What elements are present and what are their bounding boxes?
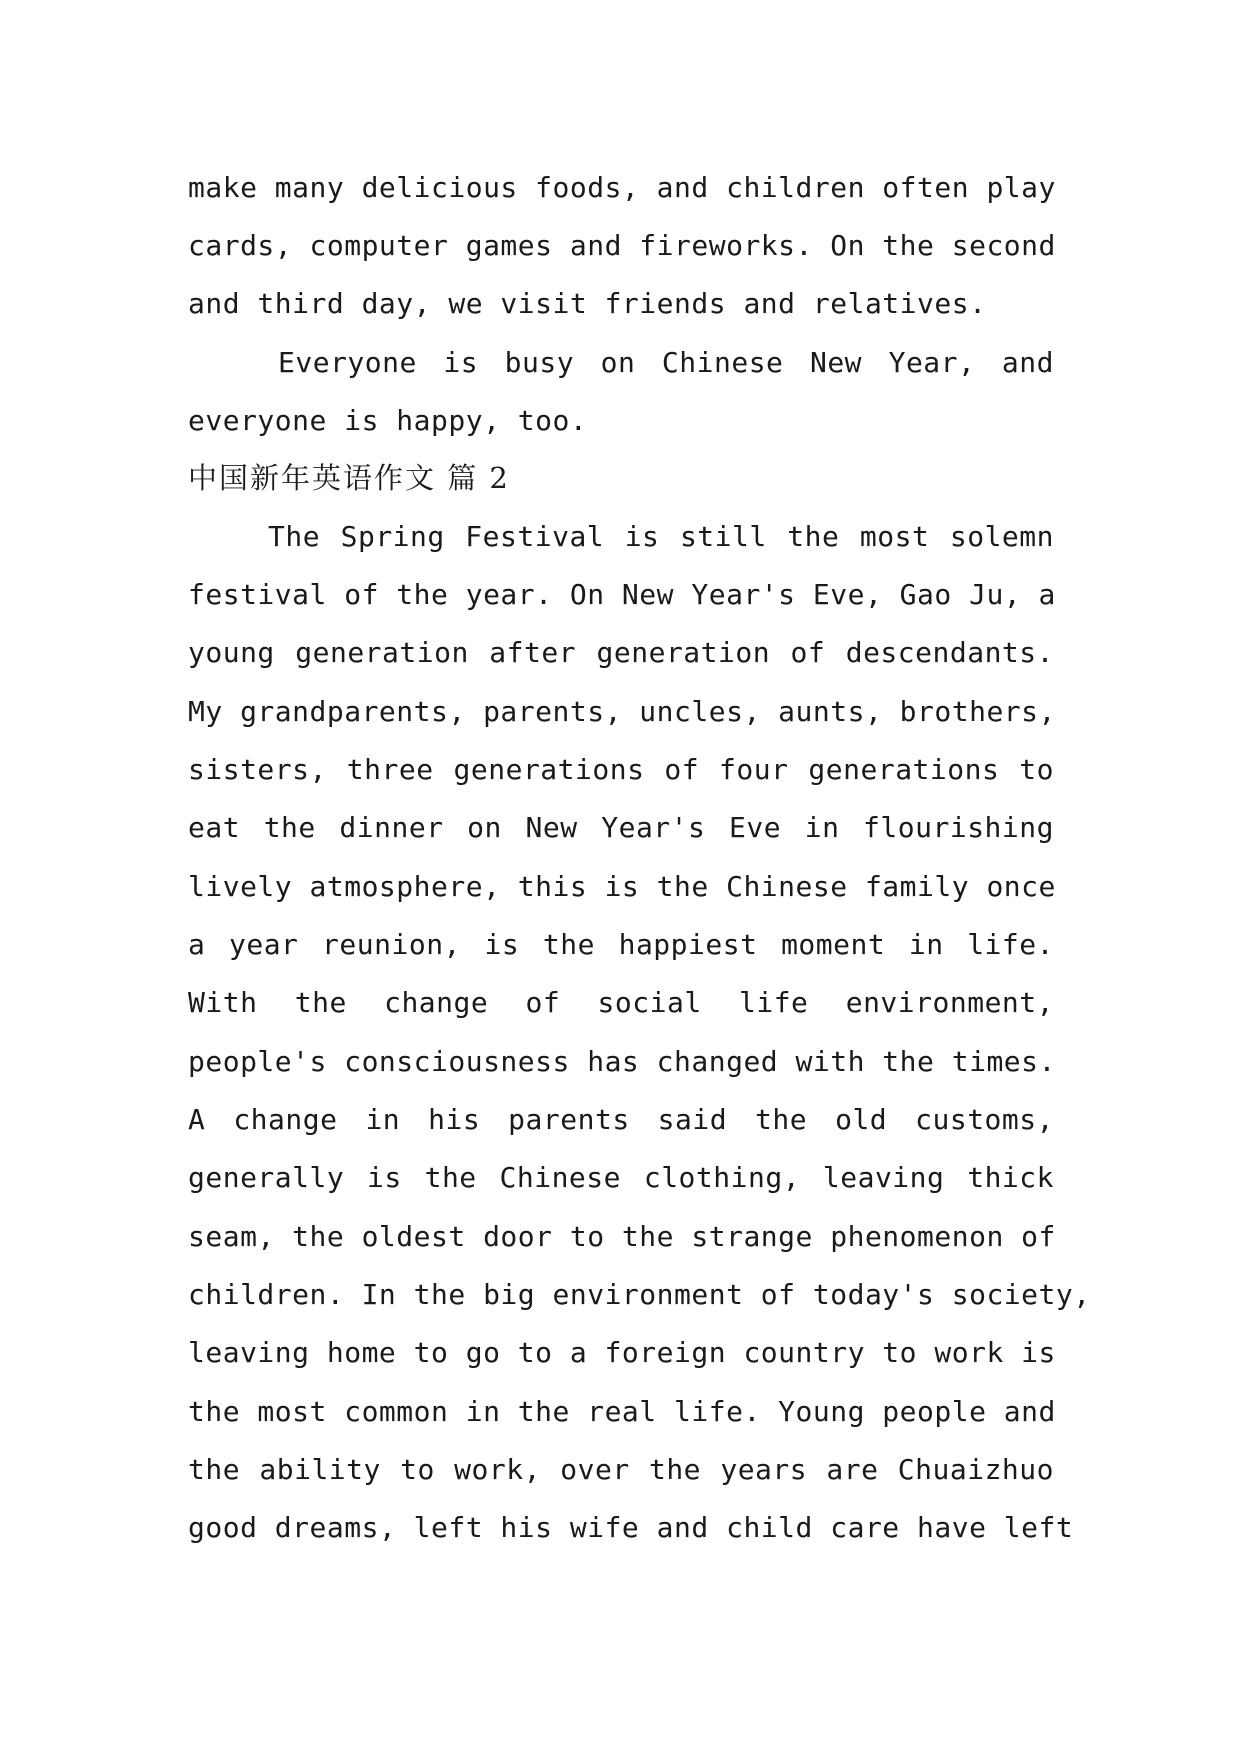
text-line: young generation after generation of descendants. <box>188 636 1054 669</box>
text-line: My grandparents, parents, uncles, aunts, brothers, <box>188 695 1056 728</box>
text-line: leaving home to go to a foreign country to work is <box>188 1336 1056 1369</box>
text-line: the ability to work, over the years are Chuaizhuo <box>188 1453 1054 1486</box>
text-line: lively atmosphere, this is the Chinese family once <box>188 870 1056 903</box>
text-line: sisters, three generations of four generations to <box>188 753 1054 786</box>
text-line: With the change of social life environment, <box>188 986 1054 1019</box>
text-line: eat the dinner on New Year's Eve in flourishing <box>188 811 1054 844</box>
text-line: cards, computer games and fireworks. On the second <box>188 229 1056 262</box>
text-line: good dreams, left his wife and child care have left <box>188 1511 1074 1544</box>
text-line: festival of the year. On New Year's Eve, Gao Ju, a <box>188 578 1056 611</box>
text-line: and third day, we visit friends and relatives. <box>188 287 987 320</box>
section-heading: 中国新年英语作文 篇 2 <box>188 461 510 495</box>
text-line: A change in his parents said the old customs, <box>188 1103 1054 1136</box>
text-line: seam, the oldest door to the strange phenomenon of <box>188 1220 1056 1253</box>
text-line: Everyone is busy on Chinese New Year, and <box>278 346 1054 379</box>
text-line: make many delicious foods, and children often play <box>188 171 1056 204</box>
text-line: a year reunion, is the happiest moment in life. <box>188 928 1054 961</box>
text-line: everyone is happy, too. <box>188 404 588 437</box>
text-line: people's consciousness has changed with the times. <box>188 1045 1056 1078</box>
text-line: generally is the Chinese clothing, leaving thick <box>188 1161 1054 1194</box>
text-line: The Spring Festival is still the most solemn <box>268 520 1054 553</box>
text-line: the most common in the real life. Young people and <box>188 1395 1056 1428</box>
text-line: children. In the big environment of today's society, <box>188 1278 1091 1311</box>
